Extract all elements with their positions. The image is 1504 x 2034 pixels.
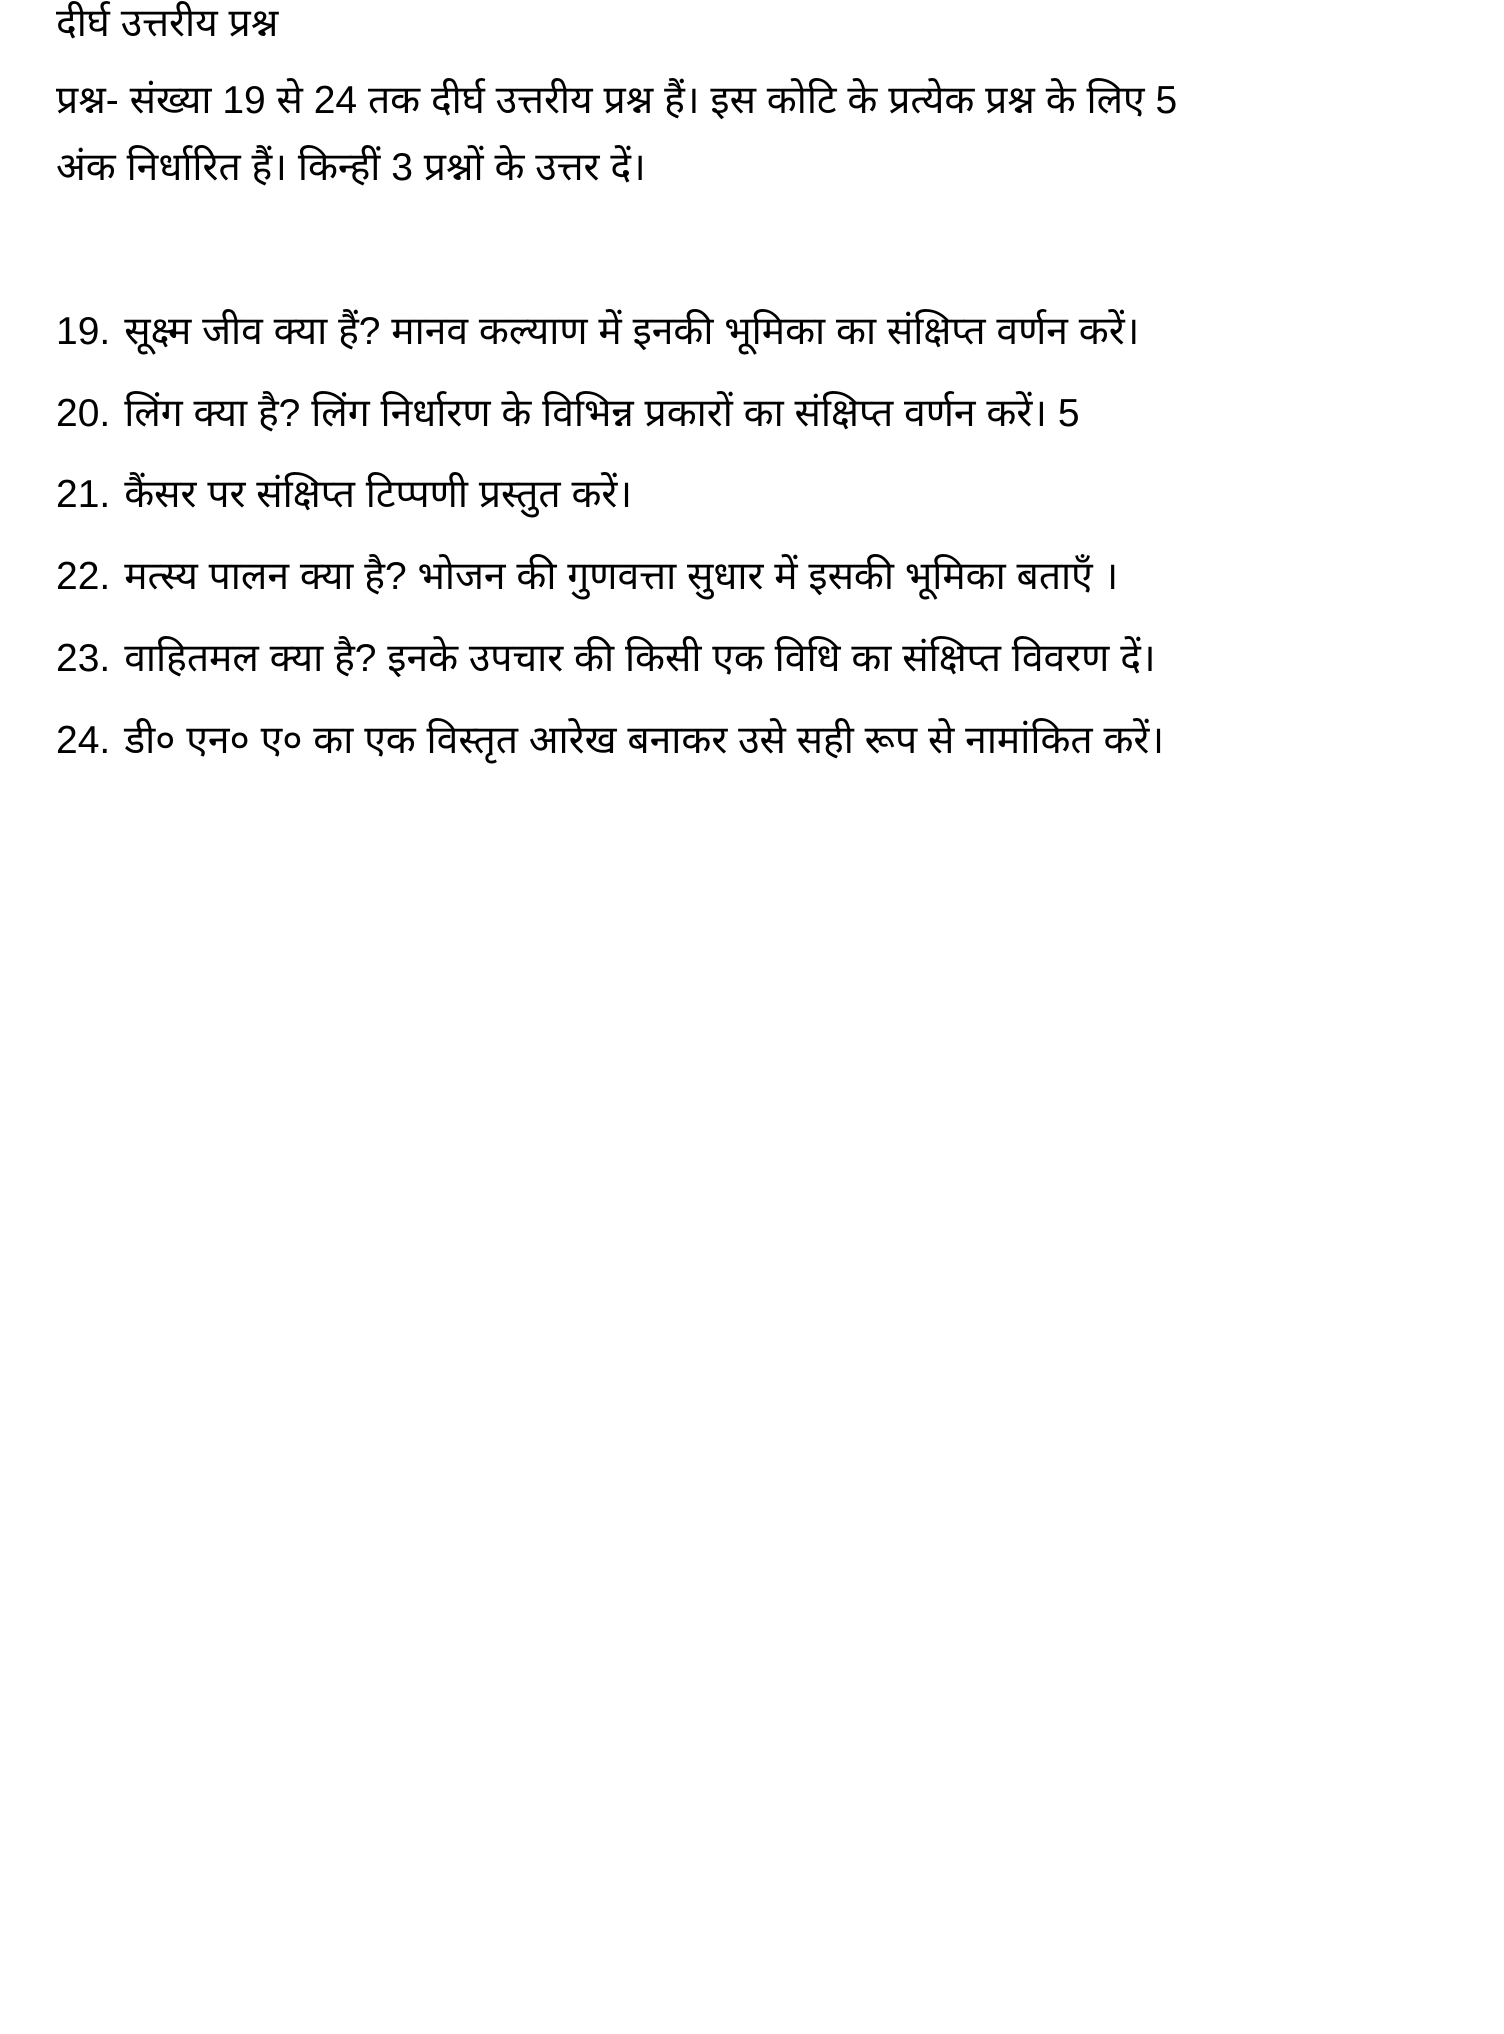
question-text: सूक्ष्म जीव क्या हैं? मानव कल्याण में इनकी भूमिका का संक्षिप्त वर्णन करें। — [124, 310, 1140, 353]
section-title: दीर्घ उत्तरीय प्रश्न — [56, 2, 279, 45]
question-item — [56, 717, 1164, 765]
question-number: 21. — [56, 473, 111, 516]
instructions-line-2: अंक निर्धारित हैं। किन्हीं 3 प्रश्नों के उत्तर दें। — [56, 146, 646, 189]
question-number: 22. — [56, 555, 111, 598]
question-text: मत्स्य पालन क्या है? भोजन की गुणवत्ता सुधार में इसकी भूमिका बताएँ । — [124, 555, 1119, 598]
question-number: 24. — [56, 719, 111, 762]
question-number: 20. — [56, 392, 111, 435]
question-text: कैंसर पर संक्षिप्त टिप्पणी प्रस्तुत करें। — [124, 473, 633, 516]
question-item — [56, 471, 632, 519]
question-text: डी० एन० ए० का एक विस्तृत आरेख बनाकर उसे सही रूप से नामांकित करें। — [124, 719, 1165, 762]
question-item — [56, 308, 1139, 356]
question-text: वाहितमल क्या है? इनके उपचार की किसी एक विधि का संक्षिप्त विवरण दें। — [124, 637, 1156, 680]
question-item — [56, 553, 1118, 601]
question-text: लिंग क्या है? लिंग निर्धारण के विभिन्न प्रकारों का संक्षिप्त वर्णन करें। 5 — [124, 392, 1080, 435]
question-number: 23. — [56, 637, 111, 680]
instructions-line-1: प्रश्न- संख्या 19 से 24 तक दीर्घ उत्तरीय प्रश्न हैं। इस कोटि के प्रत्येक प्रश्न के लिए 5 — [56, 79, 1178, 122]
question-item — [56, 390, 1080, 438]
question-number: 19. — [56, 310, 111, 353]
question-item — [56, 635, 1156, 683]
